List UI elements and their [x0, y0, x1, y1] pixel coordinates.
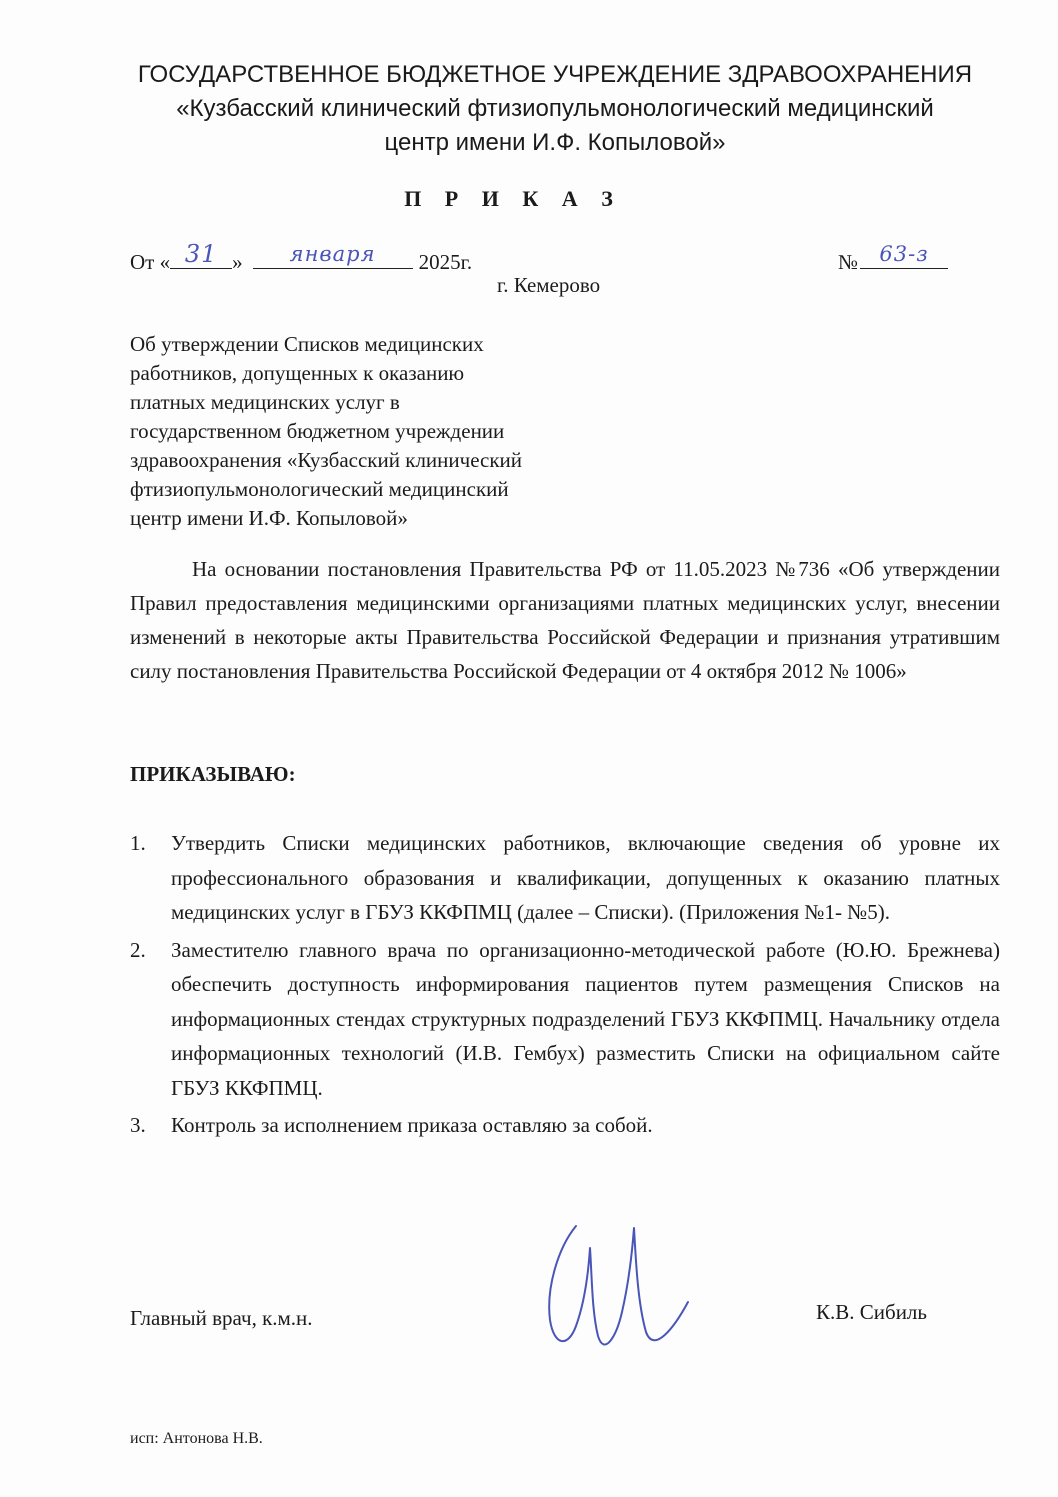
header-line-1: ГОСУДАРСТВЕННОЕ БЮДЖЕТНОЕ УЧРЕЖДЕНИЕ ЗДРАВООХРАНЕНИЯ [137, 61, 973, 88]
subject-line: фтизиопульмонологический медицинский [130, 477, 509, 501]
subject-line: платных медицинских услуг в [130, 390, 400, 414]
item-number: 2. [130, 937, 146, 962]
item-text: Утвердить Списки медицинских работников, включающие сведения об уровне их профессионального образования и квалификации, допущенных к оказанию платных медицинских услуг в ГБУЗ ККФПМЦ (далее – Списки). (Приложения №1- №5). [171, 831, 1000, 924]
signer-position: Главный врач, к.м.н. [130, 1306, 313, 1330]
item-number: 3. [130, 1113, 146, 1137]
number-field [860, 242, 948, 269]
document-title: П Р И К А З [404, 186, 622, 211]
subject-line: центр имени И.Ф. Копыловой» [130, 506, 408, 530]
number-label: № [838, 250, 859, 274]
header-line-3: центр имени И.Ф. Копыловой» [384, 129, 726, 156]
city: г. Кемерово [497, 273, 601, 297]
preamble-paragraph: На основании постановления Правительства РФ от 11.05.2023 №736 «Об утверждении Правил предоставления медицинскими организациями платных медицинских услуг, внесении изменений в некоторые акты Правительства Российской Федерации и признания утратившим силу постановления Правительства Российской Федерации от 4 октября 2012 № 1006» [130, 557, 1000, 683]
subject-line: работников, допущенных к оказанию [130, 361, 465, 385]
date-line [130, 240, 473, 275]
header-line-2: «Кузбасский клинический фтизиопульмонологический медицинский [176, 95, 934, 122]
subject-line: Об утверждении Списков медицинских [130, 332, 484, 356]
item-number: 1. [130, 831, 146, 855]
date-mid: » [232, 250, 243, 274]
item-text: Заместителю главного врача по организационно-методической работе (Ю.Ю. Брежнева) обеспечить доступность информирования пациентов путем размещения Списков на информационных стендах структурных подразделений ГБУЗ ККФПМЦ. Начальнику отдела информационных технологий (И.В. Гембух) разместить Списки на официальном сайте ГБУЗ ККФПМЦ. [171, 937, 1000, 1100]
month-field [253, 242, 413, 269]
date-year: 2025г. [418, 250, 473, 274]
order-number-line [838, 242, 948, 275]
executor-note: исп: Антонова Н.В. [130, 1430, 263, 1447]
subject-line: государственном бюджетном учреждении [130, 419, 505, 443]
order-subject [130, 330, 620, 533]
order-items-list [130, 826, 1000, 1146]
date-prefix: От « [130, 250, 171, 274]
list-item [130, 1108, 1000, 1143]
handwritten-day: 31 [184, 240, 218, 268]
day-field [170, 240, 232, 269]
order-heading: ПРИКАЗЫВАЮ: [130, 762, 296, 786]
handwritten-signature [528, 1208, 698, 1358]
subject-line: здравоохранения «Кузбасский клинический [130, 448, 523, 472]
handwritten-month: января [289, 242, 376, 266]
list-item [130, 933, 1000, 1106]
item-text: Контроль за исполнением приказа оставляю за собой. [171, 1113, 653, 1137]
signer-name: К.В. Сибиль [816, 1300, 927, 1324]
organization-header [60, 58, 1050, 160]
handwritten-number: 63-з [879, 242, 929, 266]
list-item [130, 826, 1000, 930]
